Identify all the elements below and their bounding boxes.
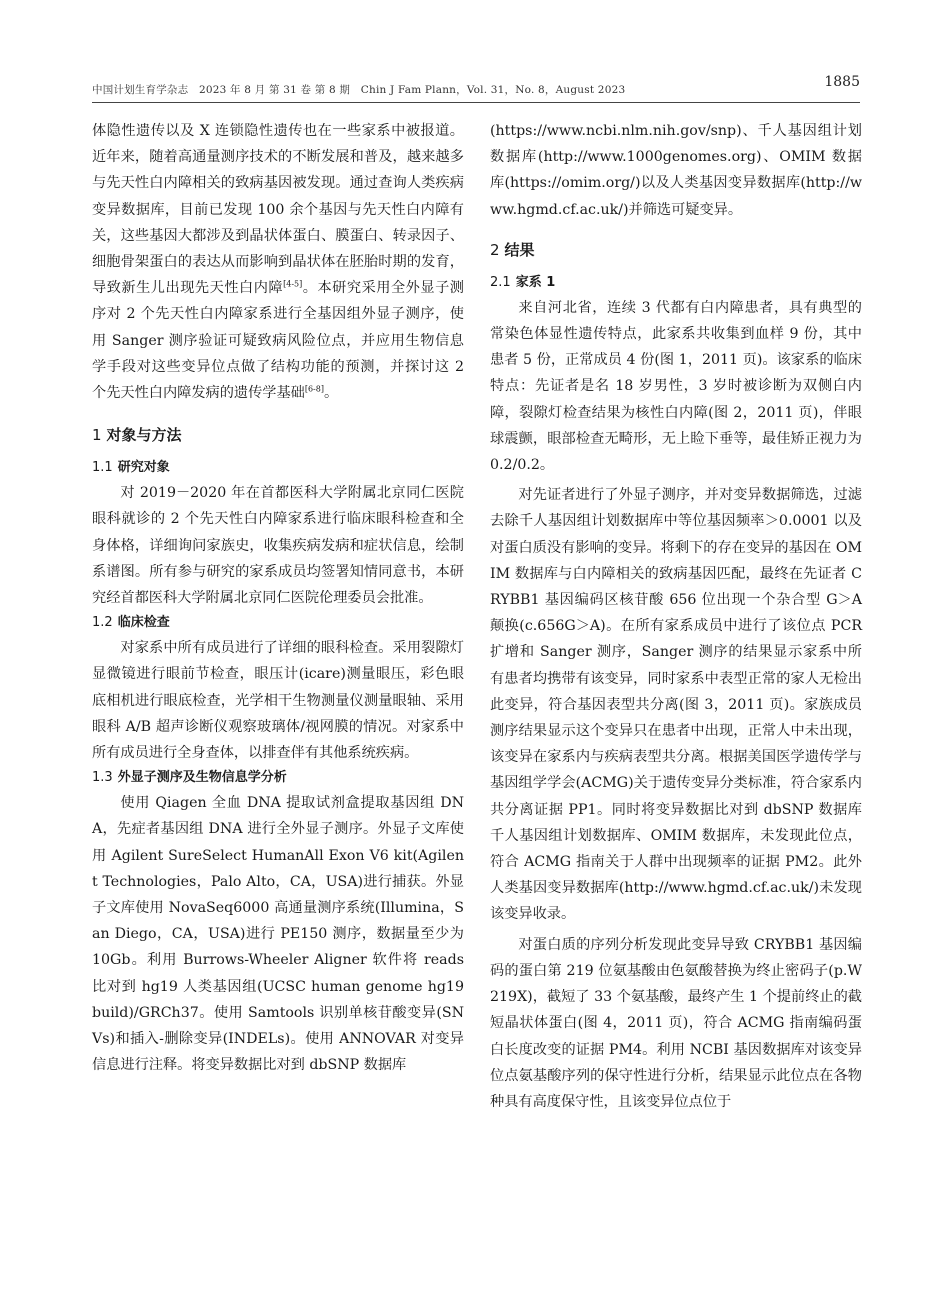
header-rule (92, 102, 860, 103)
subsection-heading-family-1: 2.1 家系 1 (490, 274, 556, 290)
citation-6-8[interactable]: [6-8] (304, 384, 324, 394)
paragraph-family-1-sequencing: 对先证者进行了外显子测序，并对变异数据筛选，过滤去除千人基因组计划数据库中等位基因频率＞0.0001 以及对蛋白质没有影响的变异。将剩下的存在变异的基因在 OMIM 数据库与白内障相关的致病基因匹配，最终在先证者 CRYBB1 基因编码区核苷酸 656 位出现一个杂合型 G＞A 颠换(c.656G＞A)。在所有家系成员中进行了该位点 PCR 扩增和 Sanger 测序，Sanger 测序的结果显示家系中所有患者均携带有该变异，同时家系中表型正常的家人无检出此变异，符合基因表型共分离(图 3，2011 页)。家族成员测序结果显示这个变异只在患者中出现，正常人中未出现，该变异在家系内与疾病表型共分离。根据美国医学遗传学与基因组学学会(ACMG)关于遗传变异分类标准，符合家系内共分离证据 PP1。同时将变异数据比对到 dbSNP 数据库千人基因组计划数据库、OMIM 数据库，未发现此位点，符合 ACMG 指南关于人群中出现频率的证据 PM2。此外人类基因变异数据库(http://www.hgmd.cf.ac.uk/)未发现该变异收录。 (490, 487, 862, 923)
intro-paragraph: 体隐性遗传以及 X 连锁隐性遗传也在一些家系中被报道。近年来，随着高通量测序技术的不断发展和普及，越来越多与先天性白内障相关的致病基因被发现。通过查询人类疾病变异数据库，目前已发现 100 余个基因与先天性白内障有关，这些基因大都涉及到晶状体蛋白、膜蛋白、转录因子、细胞骨架蛋白的表达从而影响到晶状体在胚胎时期的发育，导致新生儿出现先天性白内障[4-5]。本研究采用全外显子测序对 2 个先天性白内障家系进行全基因组外显子测序，使用 Sanger 测序验证可疑致病风险位点，并应用生物信息学手段对这些变异位点做了结构功能的预测，并探讨这 2 个先天性白内障发病的遗传学基础[6-8]。 (92, 123, 464, 402)
subsection-heading-clinical-exam: 1.2 临床检查 (92, 615, 170, 631)
right-column (490, 118, 862, 1115)
running-head: 中国计划生育学杂志 2023 年 8 月 第 31 卷 第 8 期 Chin J Fam Plann，Vol. 31，No. 8，August 2023 (92, 84, 626, 96)
paragraph-family-1-clinical: 来自河北省，连续 3 代都有白内障患者，具有典型的常染色体显性遗传特点，此家系共收集到血样 9 份，其中患者 5 份，正常成员 4 份(图 1，2011 页)。该家系的临床特点：先证者是名 18 岁男性，3 岁时被诊断为双侧白内障，裂隙灯检查结果为核性白内障(图 2，2011 页)，伴眼球震颤，眼部检查无畸形，无上睑下垂等，最佳矫正视力为 0.2/0.2。 (490, 299, 862, 474)
paragraph-subjects: 对 2019－2020 年在首都医科大学附属北京同仁医院眼科就诊的 2 个先天性白内障家系进行临床眼科检查和全身体格，详细询问家族史，收集疾病发病和症状信息，绘制系谱图。所有参与研究的家系成员均签署知情同意书，本研究经首都医科大学附属北京同仁医院伦理委员会批准。 (92, 485, 464, 607)
section-heading-methods: 1 对象与方法 (92, 426, 182, 445)
paragraph-clinical-exam: 对家系中所有成员进行了详细的眼科检查。采用裂隙灯显微镜进行眼前节检查，眼压计(icare)测量眼压，彩色眼底相机进行眼底检查，光学相干生物测量仪测量眼轴、采用眼科 A/B 超声诊断仪观察玻璃体/视网膜的情况。对家系中所有成员进行全身查体，以排查伴有其他系统疾病。 (92, 640, 464, 762)
subsection-heading-subjects: 1.1 研究对象 (92, 460, 170, 476)
section-heading-results: 2 结果 (490, 240, 535, 259)
paragraph-database-urls: (https://www.ncbi.nlm.nih.gov/snp)、千人基因组计划数据库(http://www.1000genomes.org)、OMIM 数据库(https://omim.org/)以及人类基因变异数据库(http://www.hgmd.cf.ac.uk/)并筛选可疑变异。 (490, 123, 862, 218)
paragraph-family-1-protein: 对蛋白质的序列分析发现此变异导致 CRYBB1 基因编码的蛋白第 219 位氨基酸由色氨酸替换为终止密码子(p.W219X)，截短了 33 个氨基酸，最终产生 1 个提前终止的截短晶状体蛋白(图 4，2011 页)，符合 ACMG 指南编码蛋白长度改变的证据 PM4。利用 NCBI 基因数据库对该变异位点氨基酸序列的保守性进行分析，结果显示此位点在各物种具有高度保守性，且该变异位点位于 (490, 936, 862, 1110)
subsection-heading-sequencing: 1.3 外显子测序及生物信息学分析 (92, 770, 287, 786)
page-number: 1885 (824, 74, 860, 90)
left-column (92, 118, 464, 1079)
citation-4-5[interactable]: [4-5] (283, 279, 303, 289)
paragraph-sequencing: 使用 Qiagen 全血 DNA 提取试剂盒提取基因组 DNA，先症者基因组 DNA 进行全外显子测序。外显子文库使用 Agilent SureSelect HumanAll Exon V6 kit(Agilent Technologies，Palo Alto，CA，USA)进行捕获。外显子文库使用 NovaSeq6000 高通量测序系统(Illumina，San Diego，CA，USA)进行 PE150 测序，数据量至少为 10Gb。利用 Burrows-Wheeler Aligner 软件将 reads 比对到 hg19 人类基因组(UCSC human genome hg19 build)/GRCh37。使用 Samtools 识别单核苷酸变异(SNVs)和插入-删除变异(INDELs)。使用 ANNOVAR 对变异信息进行注释。将变异数据比对到 dbSNP 数据库 (92, 795, 464, 1074)
